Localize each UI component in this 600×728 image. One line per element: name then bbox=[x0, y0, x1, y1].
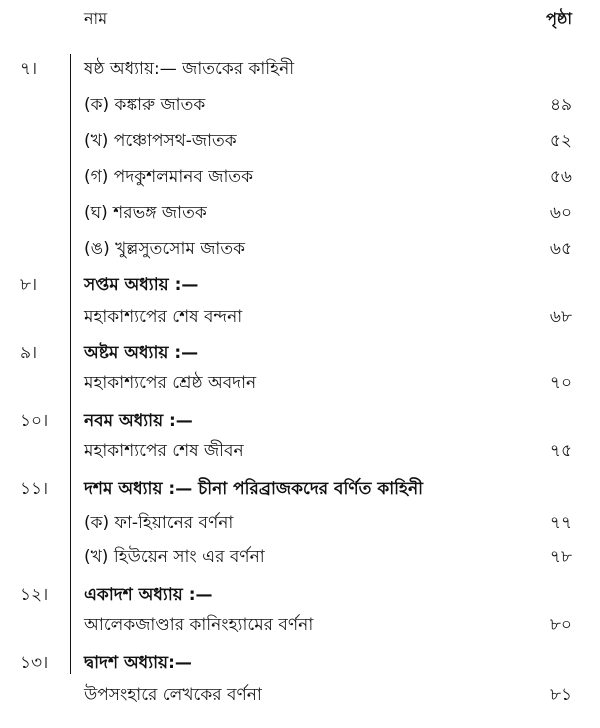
entry-number: ৯। bbox=[20, 343, 38, 363]
list-item bbox=[0, 506, 600, 540]
entry-title: মহাকাশ্যপের শ্রেষ্ঠ অবদান bbox=[84, 373, 257, 393]
list-item bbox=[0, 88, 600, 122]
entry-page: ৭৭ bbox=[549, 513, 572, 533]
entry-number: ১৩। bbox=[20, 653, 49, 673]
list-item bbox=[0, 434, 600, 468]
entry-page: ৮১ bbox=[549, 685, 572, 705]
entry-page: ৮০ bbox=[549, 615, 572, 635]
entry-page: ৪৯ bbox=[549, 95, 572, 115]
entry-title: (ঘ) শরভঙ্গ জাতক bbox=[84, 203, 207, 223]
header-page-label: পৃষ্ঠা bbox=[546, 9, 572, 28]
entry-number: ১২। bbox=[20, 585, 49, 605]
entry-page: ৭৫ bbox=[549, 441, 572, 461]
entry-number: ৮। bbox=[20, 275, 38, 295]
entry-title: (ঙ) খুল্লসুতসোম জাতক bbox=[84, 239, 246, 259]
list-item bbox=[0, 196, 600, 230]
entry-title: দ্বাদশ অধ্যায়:— bbox=[84, 653, 192, 673]
list-item bbox=[0, 366, 600, 400]
entry-title: (খ) হিউয়েন সাং এর বর্ণনা bbox=[84, 547, 265, 567]
list-item bbox=[0, 232, 600, 266]
entry-title: ষষ্ঠ অধ্যায়:— জাতকের কাহিনী bbox=[84, 59, 295, 79]
list-item bbox=[0, 52, 600, 86]
entry-page: ৬০ bbox=[549, 203, 572, 223]
list-item bbox=[0, 472, 600, 506]
entry-title: মহাকাশ্যপের শেষ বন্দনা bbox=[84, 307, 243, 327]
entry-number: ১১। bbox=[20, 479, 49, 499]
list-item bbox=[0, 540, 600, 574]
entry-number: ৭। bbox=[20, 59, 38, 79]
entry-title: উপসংহারে লেখকের বর্ণনা bbox=[84, 685, 262, 705]
entry-title: সপ্তম অধ্যায় :— bbox=[84, 275, 199, 295]
list-item bbox=[0, 646, 600, 680]
list-item bbox=[0, 124, 600, 158]
entry-page: ৫৬ bbox=[549, 167, 572, 187]
entry-title: মহাকাশ্যপের শেষ জীবন bbox=[84, 441, 244, 461]
entry-title: আলেকজাণ্ডার কানিংহ্যামের বর্ণনা bbox=[84, 615, 314, 635]
list-item bbox=[0, 268, 600, 302]
list-item bbox=[0, 336, 600, 370]
entry-title: দশম অধ্যায় :— চীনা পরিব্রাজকদের বর্ণিত কাহিনী bbox=[84, 479, 423, 499]
entry-page: ৫২ bbox=[549, 131, 572, 151]
list-item bbox=[0, 578, 600, 612]
entry-page: ৭০ bbox=[549, 373, 572, 393]
list-item bbox=[0, 300, 600, 334]
list-item bbox=[0, 678, 600, 712]
entry-title: নবম অধ্যায় :— bbox=[84, 411, 193, 431]
list-item bbox=[0, 404, 600, 438]
entry-title: (ক) ফা-হিয়ানের বর্ণনা bbox=[84, 513, 234, 533]
entry-title: অষ্টম অধ্যায় :— bbox=[84, 343, 199, 363]
list-item bbox=[0, 160, 600, 194]
entry-page: ৭৮ bbox=[549, 547, 572, 567]
entry-number: ১০। bbox=[20, 411, 49, 431]
entry-page: ৬৮ bbox=[549, 307, 572, 327]
entry-title: (গ) পদকুশলমানব জাতক bbox=[84, 167, 254, 187]
entry-page: ৬৫ bbox=[549, 239, 572, 259]
entry-title: (ক) কঙ্কারু জাতক bbox=[84, 95, 206, 115]
entry-title: একাদশ অধ্যায় :— bbox=[84, 585, 213, 605]
header-name-label: নাম bbox=[84, 9, 108, 28]
entry-title: (খ) পঞ্চোপসথ-জাতক bbox=[84, 131, 237, 151]
list-item bbox=[0, 608, 600, 642]
